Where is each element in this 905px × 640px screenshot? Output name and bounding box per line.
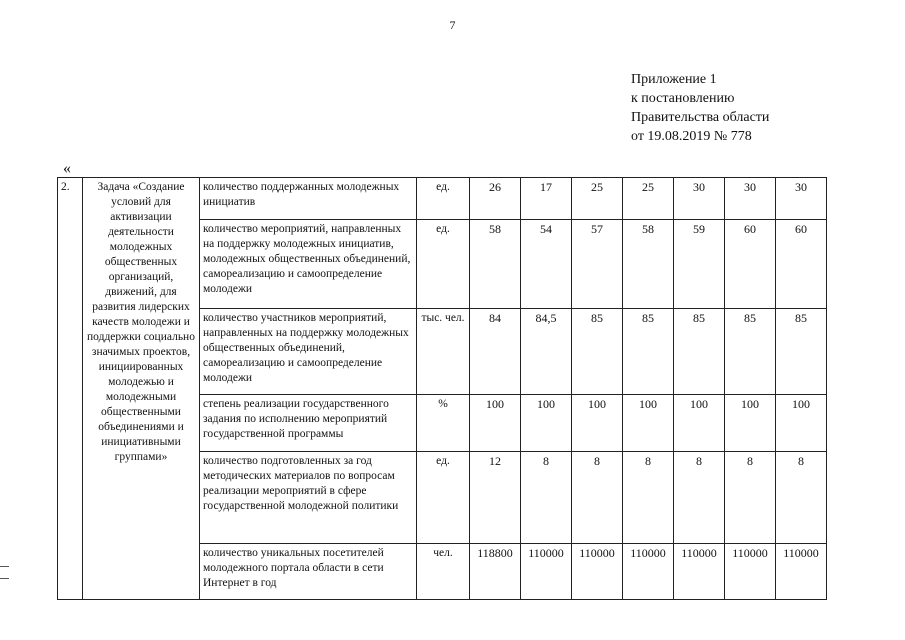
value-cell: 60 bbox=[725, 220, 776, 309]
value-cell: 100 bbox=[521, 395, 572, 452]
value-cell: 100 bbox=[674, 395, 725, 452]
indicator-cell: количество мероприятий, направленных на поддержку молодежных инициатив, молодежных общественных объединений, самореализацию и самоопределение молодежи bbox=[200, 220, 417, 309]
value-cell: 118800 bbox=[470, 544, 521, 600]
row-number-cell: 2. bbox=[58, 178, 83, 600]
value-cell: 84 bbox=[470, 309, 521, 395]
value-cell: 8 bbox=[674, 452, 725, 544]
appendix-line-3: Правительства области bbox=[631, 110, 770, 125]
value-cell: 60 bbox=[776, 220, 827, 309]
value-cell: 26 bbox=[470, 178, 521, 220]
value-cell: 110000 bbox=[572, 544, 623, 600]
value-cell: 59 bbox=[674, 220, 725, 309]
value-cell: 110000 bbox=[725, 544, 776, 600]
indicator-cell: количество подготовленных за год методических материалов по вопросам реализации мероприятий в сфере государственной молодежной политики bbox=[200, 452, 417, 544]
value-cell: 85 bbox=[623, 309, 674, 395]
value-cell: 12 bbox=[470, 452, 521, 544]
value-cell: 25 bbox=[623, 178, 674, 220]
value-cell: 30 bbox=[674, 178, 725, 220]
value-cell: 110000 bbox=[776, 544, 827, 600]
appendix-line-1: Приложение 1 bbox=[631, 72, 717, 87]
value-cell: 25 bbox=[572, 178, 623, 220]
value-cell: 8 bbox=[623, 452, 674, 544]
indicator-cell: количество поддержанных молодежных инициатив bbox=[200, 178, 417, 220]
indicator-cell: степень реализации государственного задания по исполнению мероприятий государственной программы bbox=[200, 395, 417, 452]
margin-mark bbox=[0, 578, 9, 579]
task-description-cell: Задача «Создание условий для активизации деятельности молодежных общественных организаций, движений, для развития лидерских качеств молодежи и поддержки социально значимых проектов, инициированных молодежью и молодежными общественными объединениями и инициативными группами» bbox=[83, 178, 200, 600]
value-cell: 85 bbox=[572, 309, 623, 395]
value-cell: 58 bbox=[470, 220, 521, 309]
value-cell: 100 bbox=[725, 395, 776, 452]
value-cell: 8 bbox=[725, 452, 776, 544]
value-cell: 54 bbox=[521, 220, 572, 309]
value-cell: 8 bbox=[572, 452, 623, 544]
table-row bbox=[58, 178, 827, 220]
value-cell: 57 bbox=[572, 220, 623, 309]
value-cell: 100 bbox=[776, 395, 827, 452]
value-cell: 110000 bbox=[521, 544, 572, 600]
value-cell: 84,5 bbox=[521, 309, 572, 395]
unit-cell: тыс. чел. bbox=[417, 309, 470, 395]
unit-cell: % bbox=[417, 395, 470, 452]
margin-mark bbox=[0, 566, 9, 567]
opening-quote-mark: « bbox=[63, 160, 71, 177]
value-cell: 30 bbox=[776, 178, 827, 220]
appendix-line-2: к постановлению bbox=[631, 91, 735, 106]
indicator-cell: количество уникальных посетителей молодежного портала области в сети Интернет в год bbox=[200, 544, 417, 600]
value-cell: 8 bbox=[776, 452, 827, 544]
value-cell: 8 bbox=[521, 452, 572, 544]
value-cell: 17 bbox=[521, 178, 572, 220]
value-cell: 100 bbox=[623, 395, 674, 452]
unit-cell: ед. bbox=[417, 178, 470, 220]
appendix-line-4: от 19.08.2019 № 778 bbox=[631, 129, 752, 144]
value-cell: 85 bbox=[674, 309, 725, 395]
indicators-table bbox=[57, 177, 827, 600]
value-cell: 85 bbox=[725, 309, 776, 395]
value-cell: 110000 bbox=[623, 544, 674, 600]
unit-cell: ед. bbox=[417, 452, 470, 544]
unit-cell: ед. bbox=[417, 220, 470, 309]
value-cell: 58 bbox=[623, 220, 674, 309]
page-number: 7 bbox=[449, 18, 456, 32]
value-cell: 100 bbox=[470, 395, 521, 452]
indicator-cell: количество участников мероприятий, направленных на поддержку молодежных общественных объединений, самореализацию и самоопределение молодежи bbox=[200, 309, 417, 395]
appendix-header bbox=[631, 70, 891, 146]
value-cell: 100 bbox=[572, 395, 623, 452]
unit-cell: чел. bbox=[417, 544, 470, 600]
value-cell: 30 bbox=[725, 178, 776, 220]
value-cell: 110000 bbox=[674, 544, 725, 600]
value-cell: 85 bbox=[776, 309, 827, 395]
